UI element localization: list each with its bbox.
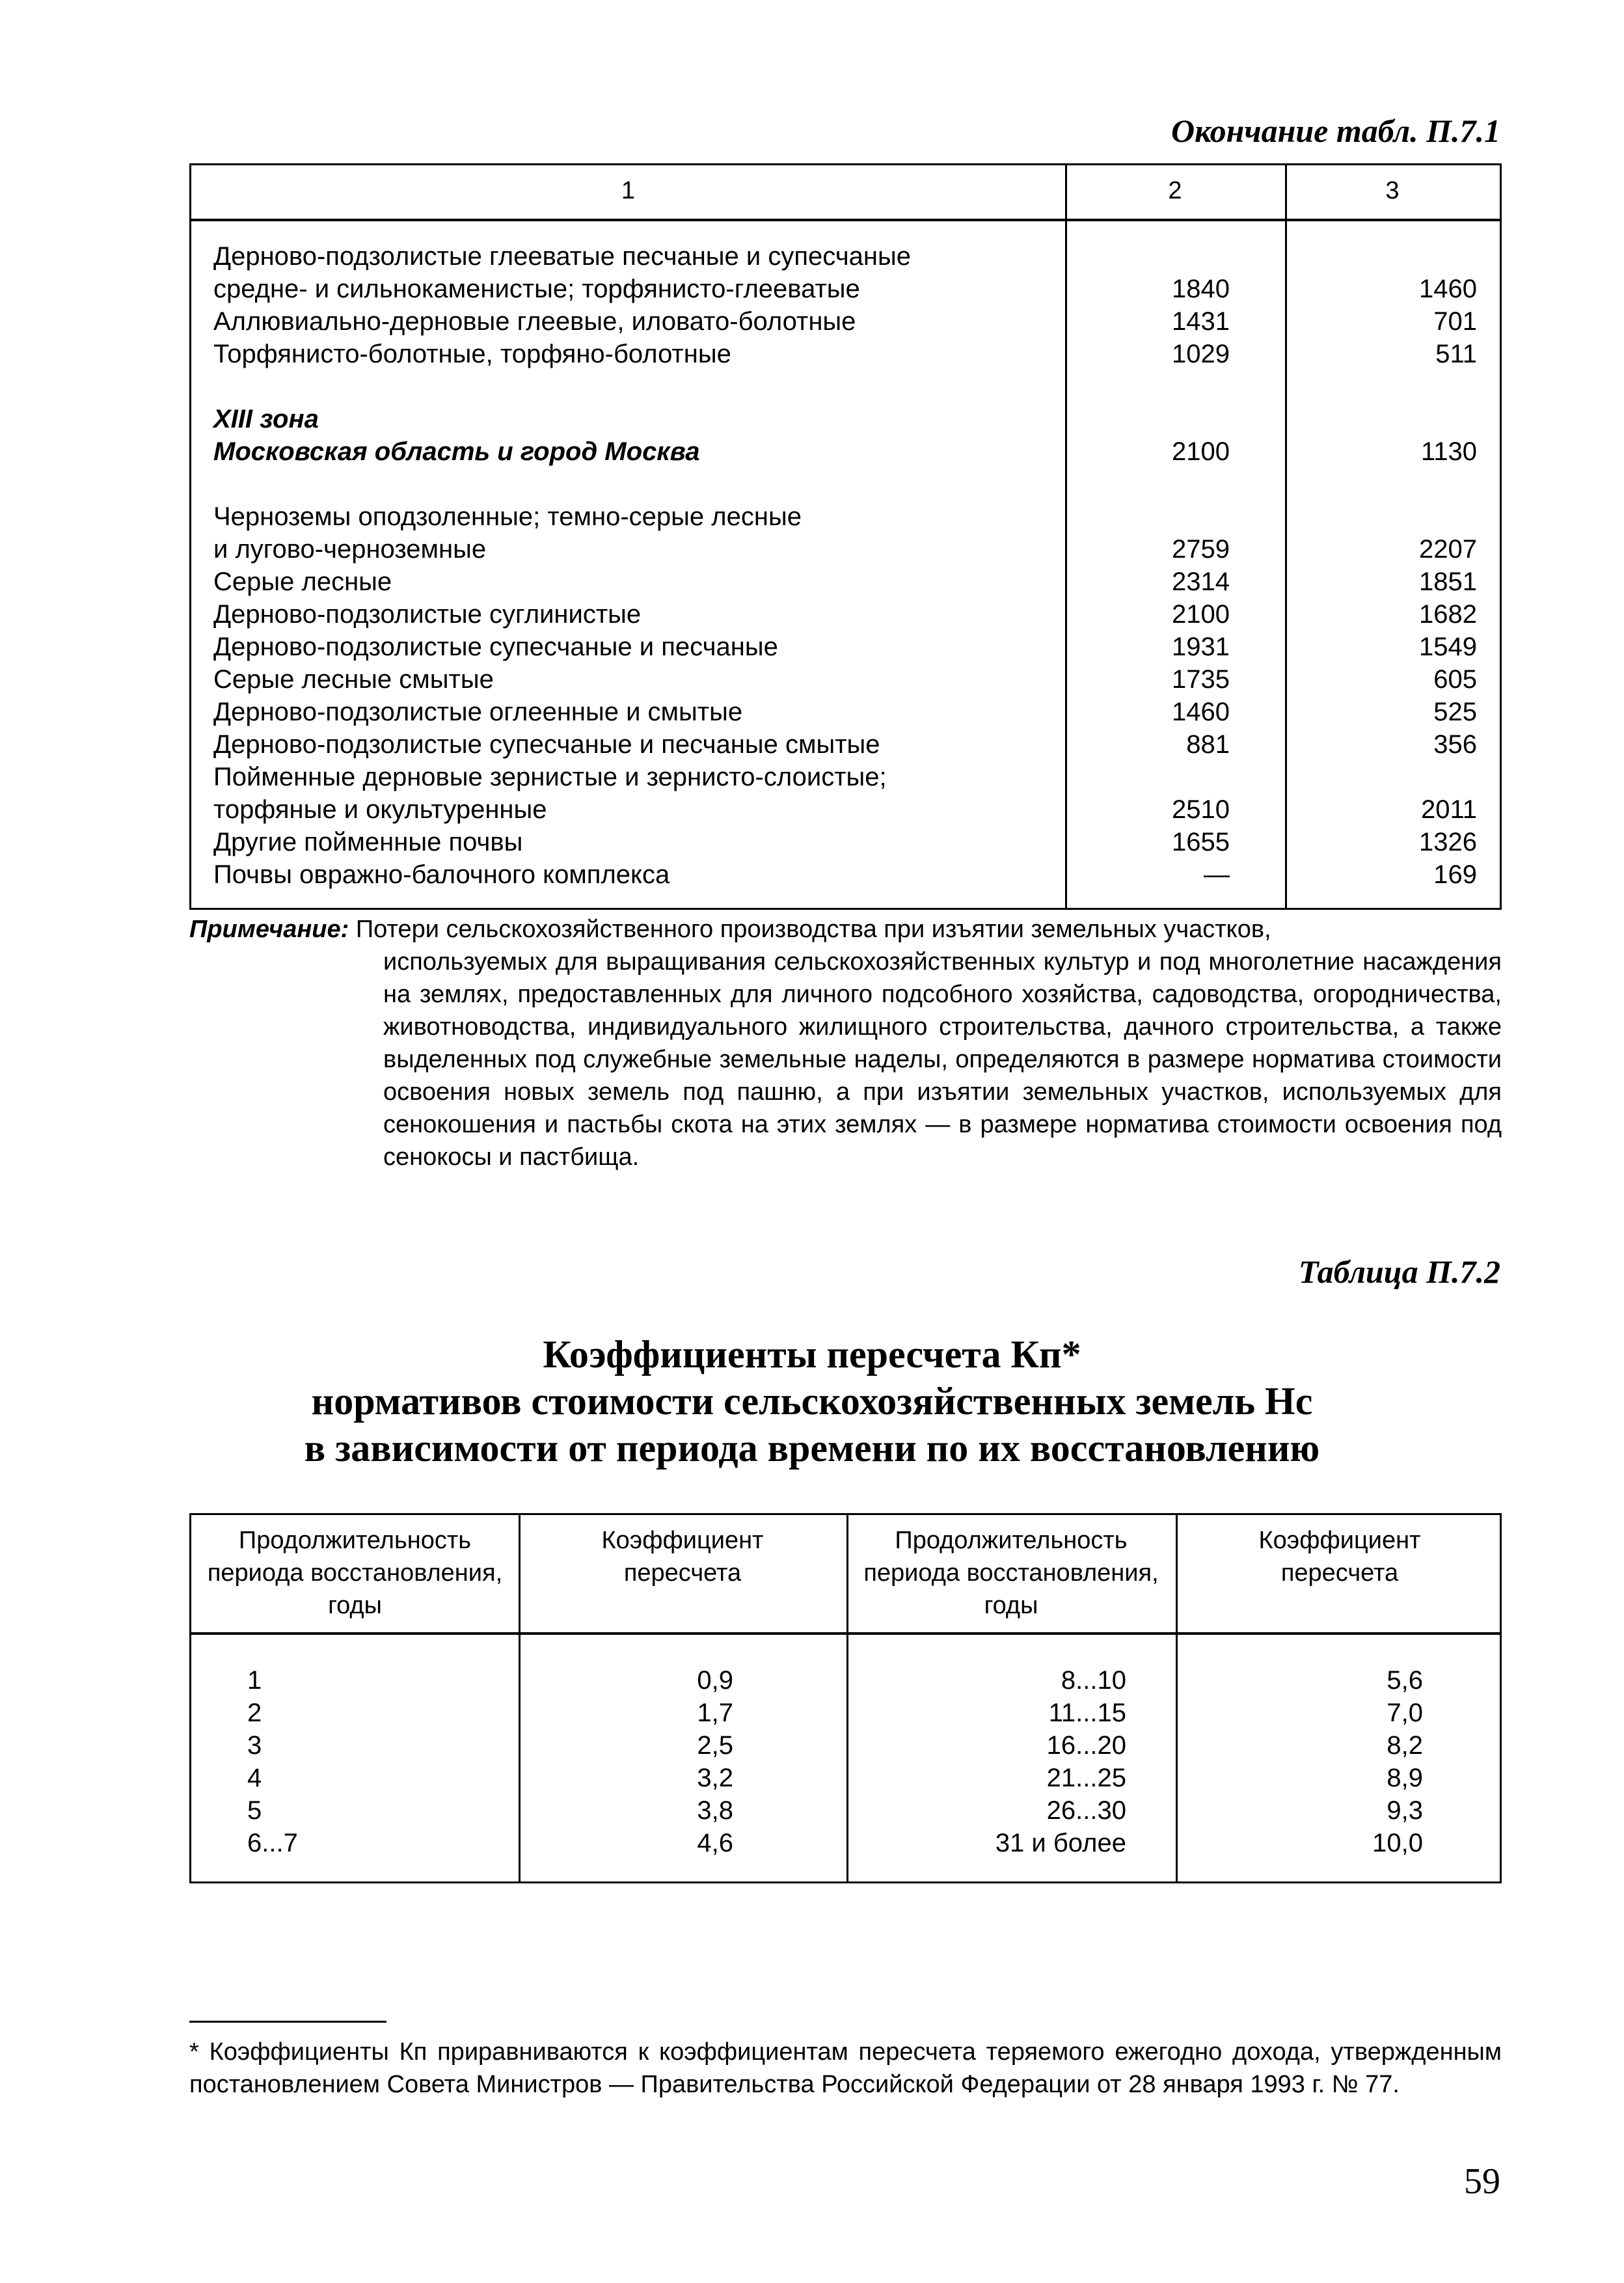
period: 5	[247, 1796, 262, 1825]
table2-header-4: Коэффициент пересчета	[1258, 1527, 1421, 1587]
note-first-line: Потери сельскохозяйственного производства при изъятии земельных участков,	[355, 916, 1271, 943]
period: 26...30	[1046, 1796, 1126, 1825]
soil-name: средне- и сильнокаменистые; торфянисто-глееватые	[213, 275, 860, 303]
coefficient: 9,3	[1387, 1796, 1423, 1825]
soil-name: Пойменные дерновые зернистые и зернисто-слоистые;	[213, 763, 887, 791]
period: 2	[247, 1699, 262, 1727]
table2-title	[0, 1331, 1624, 1471]
table-row	[213, 340, 1500, 372]
value-col3: 1682	[1419, 600, 1477, 629]
period: 3	[247, 1731, 262, 1760]
value-col2: 1431	[1172, 307, 1230, 336]
value-col3: 511	[1435, 340, 1477, 368]
table-row	[213, 372, 1500, 405]
coefficient: 1,7	[697, 1699, 733, 1727]
soil-name: Дерново-подзолистые супесчаные и песчаные смытые	[213, 730, 880, 759]
table2-body	[191, 1666, 1500, 1861]
soil-name: Дерново-подзолистые суглинистые	[213, 600, 642, 629]
soil-name: Московская область и город Москва	[213, 437, 700, 466]
value-col3: 605	[1433, 665, 1477, 694]
title-line: в зависимости от периода времени по их восстановлению	[304, 1427, 1320, 1470]
table-row	[191, 1764, 1500, 1796]
table-row	[213, 307, 1500, 340]
table-row	[213, 860, 1500, 893]
value-col2: —	[1204, 860, 1230, 889]
value-col3: 1326	[1419, 828, 1477, 856]
footnote-rule	[189, 2021, 386, 2023]
coefficient: 2,5	[697, 1731, 733, 1760]
value-col2: 1655	[1172, 828, 1230, 856]
table-row	[213, 502, 1500, 535]
table1-header-2: 2	[1168, 177, 1182, 204]
value-col2: 2100	[1172, 600, 1230, 629]
value-col2: 2759	[1172, 535, 1230, 564]
table-row	[213, 763, 1500, 795]
table-row	[191, 1829, 1500, 1861]
value-col2: 1840	[1172, 275, 1230, 303]
table-row	[213, 665, 1500, 698]
table-row	[213, 698, 1500, 730]
soil-name: Торфянисто-болотные, торфяно-болотные	[213, 340, 731, 368]
soil-name: Черноземы оподзоленные; темно-серые лесные	[213, 502, 802, 531]
coefficient: 3,8	[697, 1796, 733, 1825]
value-col3: 1130	[1420, 437, 1477, 466]
page-number: 59	[1464, 2161, 1500, 2202]
period: 1	[247, 1666, 262, 1695]
table2-header-3: Продолжительность периода восстановления, годы	[863, 1527, 1159, 1619]
table2	[189, 1513, 1502, 1883]
table-row	[213, 567, 1500, 600]
footnote: * Коэффициенты Кп приравниваются к коэффициентам пересчета теряемого ежегодно дохода, утвержденным постановлением Совета Министров — Правительства Российской Федерации от 28 января 1993 г. № 77.	[189, 2038, 1502, 2098]
period: 21...25	[1046, 1764, 1126, 1792]
table1	[189, 163, 1502, 910]
table-row	[213, 470, 1500, 502]
value-col3: 356	[1433, 730, 1477, 759]
coefficient: 3,2	[697, 1764, 733, 1792]
table-row	[213, 795, 1500, 828]
soil-name: Дерново-подзолистые супесчаные и песчаные	[213, 633, 778, 661]
table-row	[213, 730, 1500, 763]
period: 8...10	[1061, 1666, 1126, 1695]
value-col3: 1460	[1419, 275, 1477, 303]
table-row	[213, 600, 1500, 633]
coefficient: 8,9	[1387, 1764, 1423, 1792]
table-row	[191, 1666, 1500, 1699]
table1-caption: Окончание табл. П.7.1	[1171, 113, 1500, 149]
table-row	[213, 535, 1500, 567]
table-row	[213, 275, 1500, 307]
value-col3: 169	[1433, 860, 1477, 889]
coefficient: 0,9	[697, 1666, 733, 1695]
value-col2: 1931	[1172, 633, 1230, 661]
table-row	[191, 1731, 1500, 1764]
title-line: Коэффициенты пересчета Кп*	[543, 1333, 1081, 1376]
period: 6...7	[247, 1829, 298, 1857]
coefficient: 5,6	[1387, 1666, 1423, 1695]
value-col3: 1549	[1419, 633, 1477, 661]
table-row	[213, 242, 1500, 275]
coefficient: 7,0	[1387, 1699, 1423, 1727]
note-label: Примечание:	[189, 916, 349, 943]
table-row	[213, 405, 1500, 437]
period: 16...20	[1046, 1731, 1126, 1760]
table2-header-2: Коэффициент пересчета	[601, 1527, 764, 1587]
value-col3: 701	[1433, 307, 1477, 336]
table2-caption: Таблица П.7.2	[1298, 1253, 1500, 1290]
period: 4	[247, 1764, 262, 1792]
coefficient: 8,2	[1387, 1731, 1423, 1760]
period: 11...15	[1048, 1699, 1126, 1727]
coefficient: 4,6	[697, 1829, 733, 1857]
table-row	[213, 633, 1500, 665]
soil-name: Почвы овражно-балочного комплекса	[213, 860, 670, 889]
table-row	[191, 1796, 1500, 1829]
value-col2: 881	[1186, 730, 1230, 759]
soil-name: Серые лесные	[213, 567, 392, 596]
coefficient: 10,0	[1372, 1829, 1423, 1857]
soil-name: Дерново-подзолистые оглеенные и смытые	[213, 698, 743, 726]
value-col3: 2207	[1419, 535, 1477, 564]
note	[189, 913, 1502, 1173]
soil-name: и лугово-черноземные	[213, 535, 487, 564]
soil-name: Дерново-подзолистые глееватые песчаные и супесчаные	[213, 242, 911, 271]
soil-name: Другие пойменные почвы	[213, 828, 523, 856]
value-col2: 1735	[1172, 665, 1230, 694]
table-row	[191, 1699, 1500, 1731]
table1-header-3: 3	[1385, 177, 1400, 204]
table1-body	[213, 242, 1500, 893]
soil-name: Аллювиально-дерновые глеевые, иловато-болотные	[213, 307, 856, 336]
soil-name: XIII зона	[213, 405, 319, 433]
value-col2: 1460	[1172, 698, 1230, 726]
table-row	[213, 828, 1500, 860]
table2-header-1: Продолжительность периода восстановления, годы	[207, 1527, 503, 1619]
table-row	[213, 437, 1500, 470]
soil-name: Серые лесные смытые	[213, 665, 494, 694]
value-col2: 2510	[1172, 795, 1230, 824]
title-line: нормативов стоимости сельскохозяйственных земель Нс	[311, 1380, 1313, 1423]
value-col3: 2011	[1420, 795, 1477, 824]
value-col2: 1029	[1172, 340, 1230, 368]
value-col3: 1851	[1419, 567, 1477, 596]
soil-name: торфяные и окультуренные	[213, 795, 547, 824]
table1-header-1: 1	[621, 177, 636, 204]
period: 31 и более	[995, 1829, 1126, 1857]
value-col2: 2314	[1172, 567, 1230, 596]
note-text: используемых для выращивания сельскохозяйственных культур и под многолетние насаждения на землях, предоставленных для личного подсобного хозяйства, садоводства, огородничества, животноводства, индивидуального жилищного строительства, дачного строительства, а также выделенных под служебные земельные наделы, определяются в размере норматива стоимости освоения новых земель под пашню, а при изъятии земельных участков, используемых для сенокошения и пастьбы скота на этих землях — в размере норматива стоимости освоения под сенокосы и пастбища.	[383, 948, 1502, 1171]
value-col2: 2100	[1172, 437, 1230, 466]
value-col3: 525	[1433, 698, 1477, 726]
